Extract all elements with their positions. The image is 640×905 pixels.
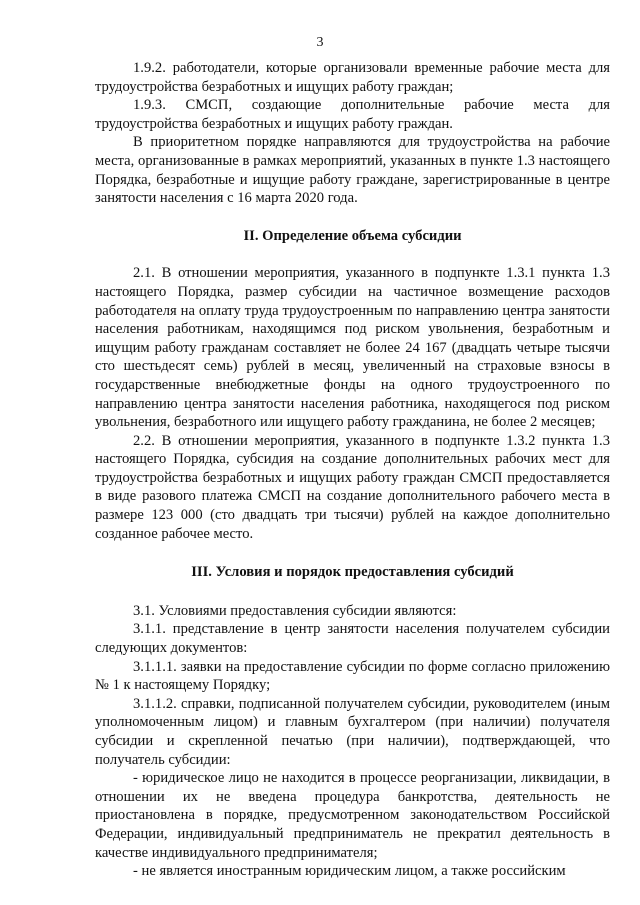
section-3-heading: III. Условия и порядок предоставления субсидий bbox=[191, 564, 514, 581]
list-item-legal-entity: - юридическое лицо не находится в процессе реорганизации, ликвидации, в отношении их не введена процедура банкротства, деятельность не приостановлена в порядке, предусмотренном законодательством Российской Федерации, индивидуальный предприниматель не прекратил деятельность в качестве индивидуального предпринимателя; bbox=[95, 770, 610, 861]
paragraph-3-1-1-2: 3.1.1.2. справки, подписанной получателем субсидии, руководителем (иным уполномоченным лицом) и главным бухгалтером (при наличии) получателя субсидии и скрепленной печатью (при наличии), подтверждающей, что получатель субсидии: bbox=[95, 695, 610, 768]
paragraph-1-9-3: 1.9.3. СМСП, создающие дополнительные рабочие места для трудоустройства безработных и ищущих работу граждан. bbox=[95, 97, 610, 132]
section-2-heading: II. Определение объема субсидии bbox=[243, 227, 462, 244]
paragraph-2-2: 2.2. В отношении мероприятия, указанного в подпункте 1.3.2 пункта 1.3 настоящего Порядка, субсидия на создание дополнительных рабочих мест для трудоустройства безработных и ищущих работу граждан СМСП предоставляется в виде разового платежа СМСП на создание дополнительного рабочего места в размере 123 000 (сто двадцать три тысячи) рублей на каждое дополнительно созданное рабочее место. bbox=[95, 432, 610, 542]
paragraph-3-1-1-1: 3.1.1.1. заявки на предоставление субсидии по форме согласно приложению № 1 к настоящему Порядку; bbox=[95, 658, 610, 694]
page-number: 3 bbox=[316, 35, 324, 50]
paragraph-2-1: 2.1. В отношении мероприятия, указанного в подпункте 1.3.1 пункта 1.3 настоящего Порядка, размер субсидии на частичное возмещение расходов работодателя на оплату труда трудоустроенным по направлению центра занятости населения работникам, находящимся под риском увольнения, безработным и ищущим работу гражданам составляет не более 24 167 (двадцать четыре тысячи сто шестьдесят семь) рублей в месяц, увеличенный на страховые взносы в государственные внебюджетные фонды на одного трудоустроенного по направлению центра занятости населения работника, находящегося под риском увольнения, безработного или ищущего работу гражданина, не более 2 месяцев; bbox=[95, 265, 610, 431]
paragraph-1-9-2: 1.9.2. работодатели, которые организовали временные рабочие места для трудоустройства безработных и ищущих работу граждан; bbox=[95, 60, 610, 95]
paragraph-priority: В приоритетном порядке направляются для трудоустройства на рабочие места, организованные в рамках мероприятий, указанных в пункте 1.3 настоящего Порядка, безработные и ищущие работу граждане, зарегистрированные в центре занятости населения с 16 марта 2020 года. bbox=[95, 134, 610, 207]
document-body bbox=[95, 59, 610, 881]
paragraph-3-1-1: 3.1.1. представление в центр занятости населения получателем субсидии следующих документов: bbox=[95, 621, 610, 657]
paragraph-3-1: 3.1. Условиями предоставления субсидии являются: bbox=[133, 602, 457, 619]
list-item-foreign-entity: - не является иностранным юридическим лицом, а также российским bbox=[133, 863, 566, 880]
